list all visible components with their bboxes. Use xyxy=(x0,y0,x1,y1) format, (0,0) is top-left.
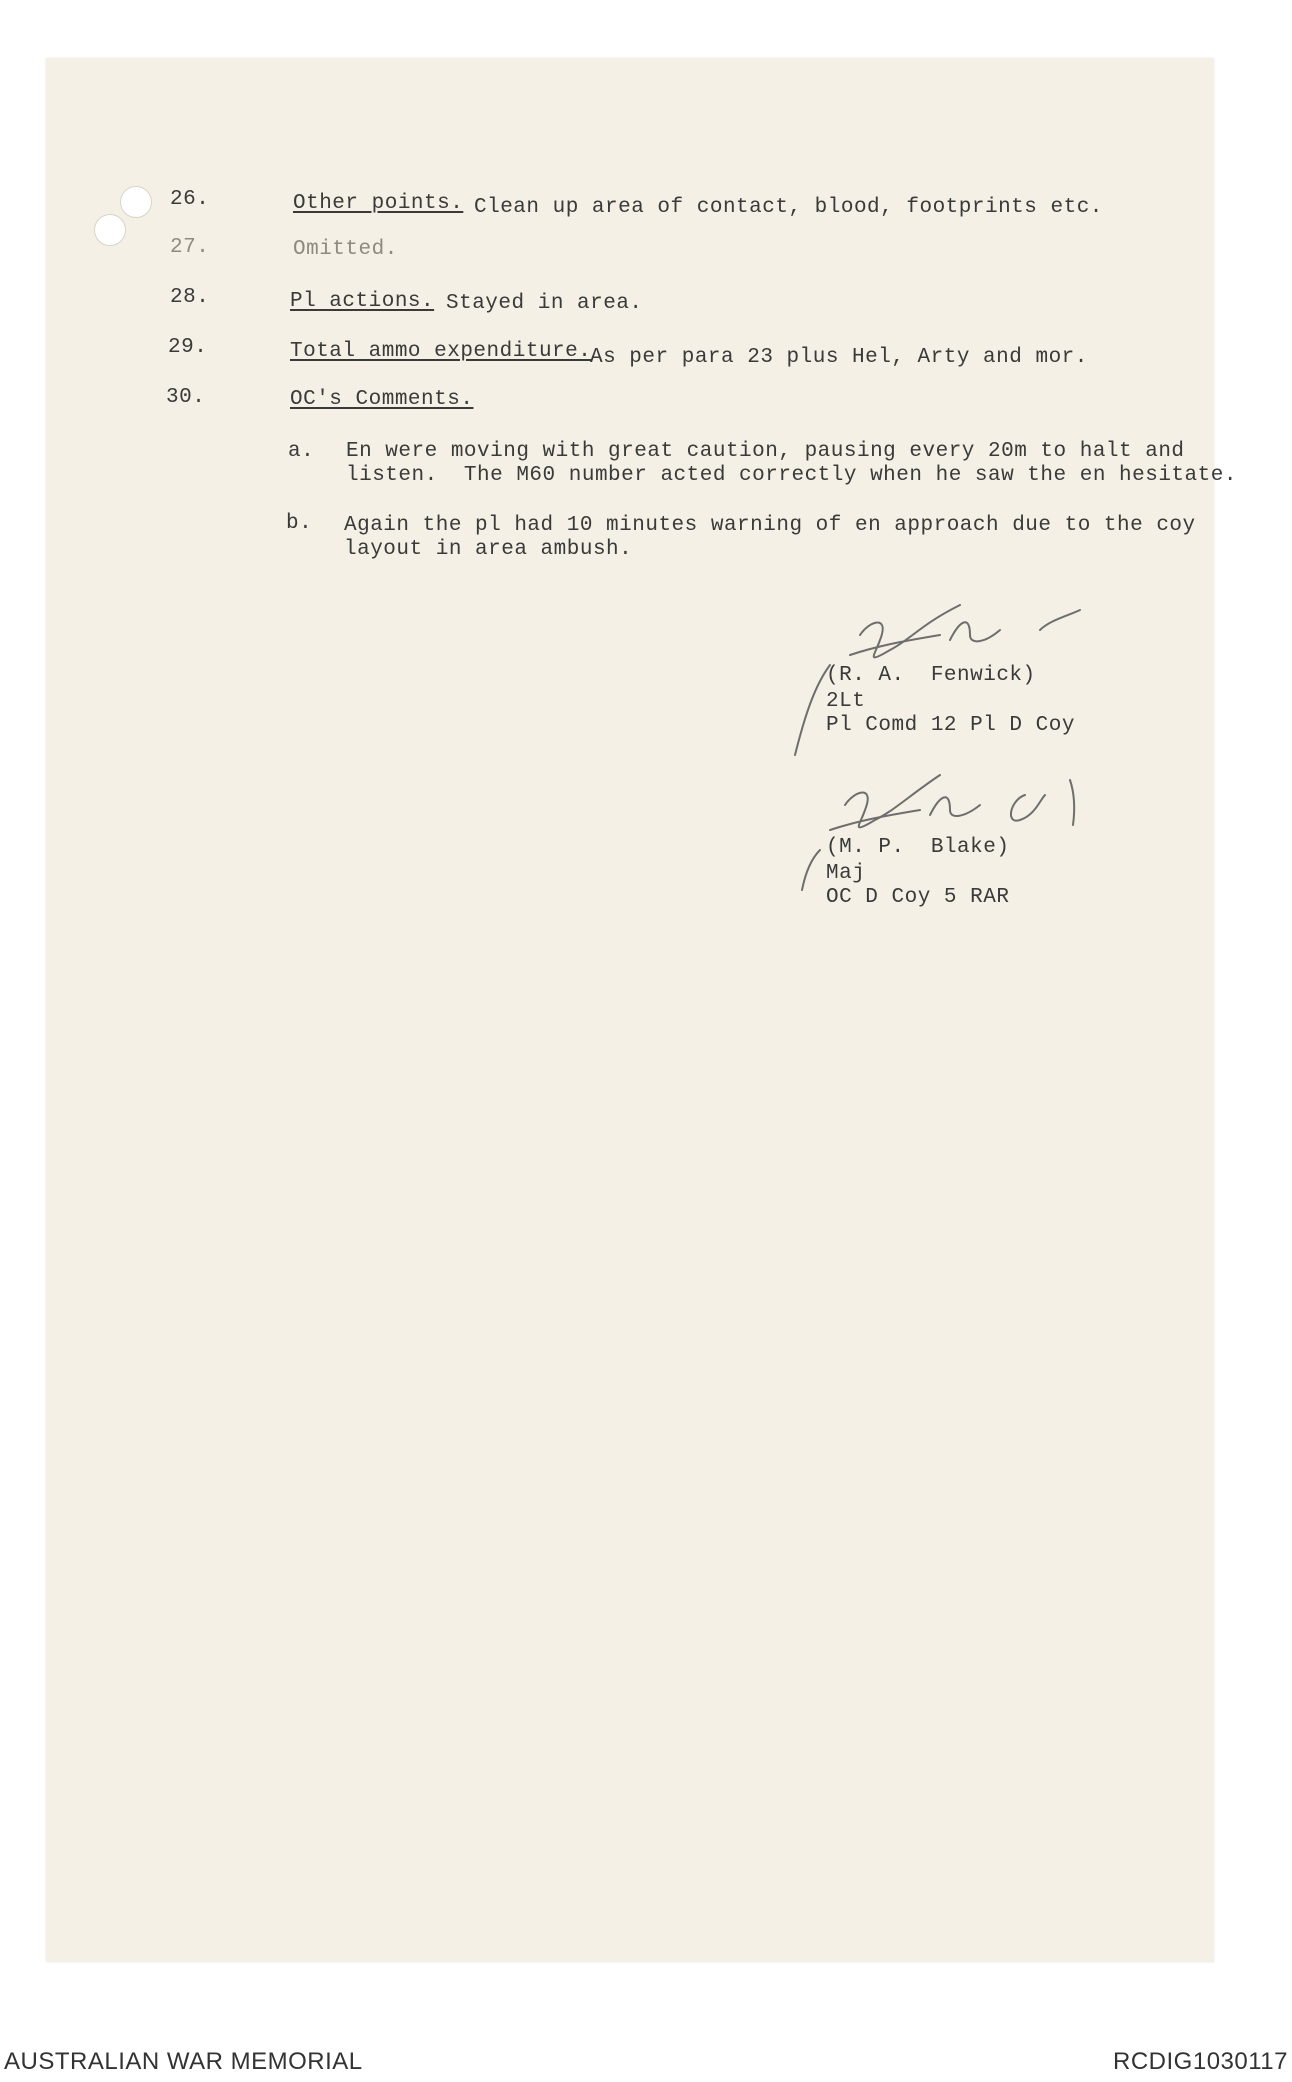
para-29-heading: Total ammo expenditure. xyxy=(290,340,592,363)
comment-a-line2: listen. The M60 number acted correctly when he saw the en hesitate. xyxy=(346,464,1237,487)
punch-hole-top xyxy=(120,186,152,218)
document-page xyxy=(46,58,1214,1962)
signatory-2-appointment: OC D Coy 5 RAR xyxy=(826,886,1010,909)
para-29-number: 29. xyxy=(168,336,208,359)
signatory-2-rank: Maj xyxy=(826,862,866,885)
signatory-2-name: (M. P. Blake) xyxy=(826,836,1010,859)
signatory-1-appointment: Pl Comd 12 Pl D Coy xyxy=(826,714,1075,737)
para-30-heading: OC's Comments. xyxy=(290,388,474,411)
comment-a-letter: a. xyxy=(288,440,315,463)
footer-record-id: RCDIG1030117 xyxy=(1113,2048,1288,2075)
comment-b-letter: b. xyxy=(286,512,313,535)
signatory-1-name: (R. A. Fenwick) xyxy=(826,664,1036,687)
para-27-text: Omitted. xyxy=(293,238,398,261)
para-30-number: 30. xyxy=(166,386,206,409)
para-26-text: Clean up area of contact, blood, footprints etc. xyxy=(474,196,1103,219)
signatory-1-rank: 2Lt xyxy=(826,690,866,713)
para-29-text: As per para 23 plus Hel, Arty and mor. xyxy=(590,346,1088,369)
para-27-number: 27. xyxy=(170,236,210,259)
comment-b-line1: Again the pl had 10 minutes warning of en approach due to the coy xyxy=(344,514,1196,537)
para-26-heading: Other points. xyxy=(293,192,464,215)
comment-b-line2: layout in area ambush. xyxy=(344,538,633,561)
comment-a-line1: En were moving with great caution, pausing every 20m to halt and xyxy=(346,440,1185,463)
para-26-number: 26. xyxy=(170,188,210,211)
para-28-text: Stayed in area. xyxy=(446,292,643,315)
punch-hole-bottom xyxy=(94,214,126,246)
para-28-heading: Pl actions. xyxy=(290,290,435,313)
footer-archive-name: AUSTRALIAN WAR MEMORIAL xyxy=(4,2048,363,2075)
para-28-number: 28. xyxy=(170,286,210,309)
